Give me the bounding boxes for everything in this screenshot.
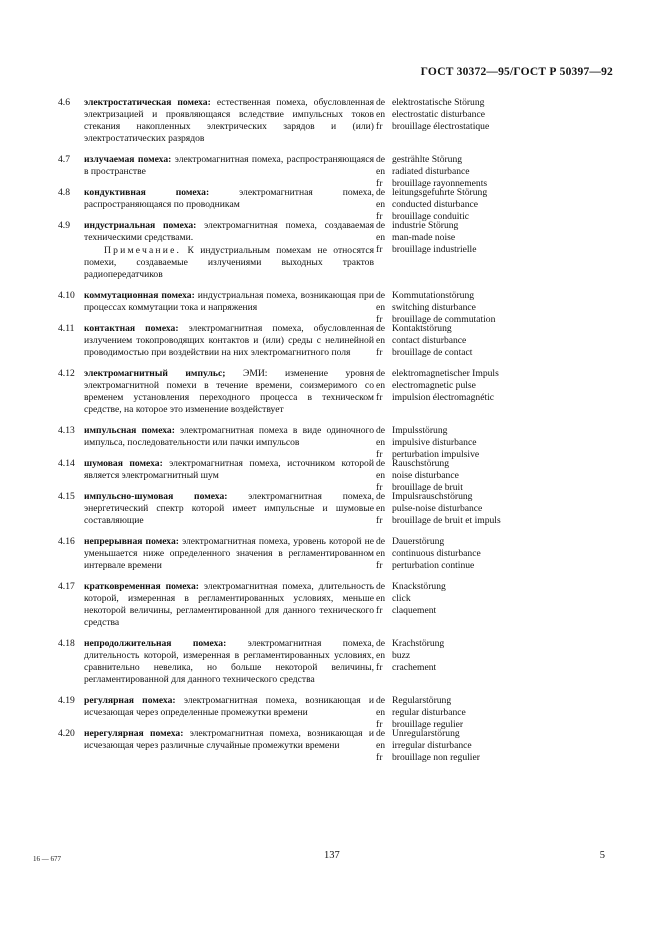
- lang-code: en: [376, 548, 386, 559]
- definition-text: электромагнитная помеха, распространяющаяся по проводникам: [84, 187, 374, 210]
- translations: [376, 290, 626, 326]
- lang-code: de: [376, 536, 386, 547]
- translation-fr: brouillage de commutation: [392, 314, 496, 325]
- lang-code: fr: [376, 482, 383, 493]
- term-number: 4.14: [58, 458, 75, 469]
- definition-text: электромагнитная помеха, длительность которой, измеренная в регламентированных условиях, меньше некоторой величины, регламентированной для данного технического средства: [84, 581, 374, 628]
- term-definition: [84, 491, 374, 527]
- lang-code: en: [376, 166, 386, 177]
- definition-text: индустриальная помеха, возникающая при процессах коммутации тока и напряжения: [84, 290, 374, 313]
- term-number: 4.15: [58, 491, 75, 502]
- term-number: 4.10: [58, 290, 75, 301]
- term-name: коммутационная помеха:: [84, 290, 195, 301]
- term-number: 4.18: [58, 638, 75, 649]
- term-name: электромагнитный импульс;: [84, 368, 226, 379]
- term-number: 4.16: [58, 536, 75, 547]
- translations: [376, 458, 626, 494]
- lang-code: en: [376, 593, 386, 604]
- translation-fr: brouillage non regulier: [392, 752, 480, 763]
- definition-text: электромагнитная помеха, обусловленная излучением токопроводящих контактов и (или) среды с нелинейной проводимостью при воздействии на них электромагнитного поля: [84, 323, 374, 358]
- translation-en: irregular disturbance: [392, 740, 472, 751]
- term-definition: [84, 97, 374, 145]
- translation-en: click: [392, 593, 411, 604]
- lang-code: en: [376, 470, 386, 481]
- term-number: 4.6: [58, 97, 70, 108]
- translations: [376, 220, 626, 256]
- term-entry: [58, 323, 618, 359]
- document-header: ГОСТ 30372—95/ГОСТ Р 50397—92: [420, 66, 613, 78]
- term-definition: [84, 187, 374, 211]
- definition-text: электромагнитная помеха, создаваемая техническими средствами.: [84, 220, 374, 243]
- translation-de: gestrählte Störung: [392, 154, 463, 165]
- term-number: 4.19: [58, 695, 75, 706]
- translation-de: leitungsgefuhrte Störung: [392, 187, 488, 198]
- definition-text: ЭМИ: изменение уровня электромагнитной помехи в течение времени, соизмеримого со временем установления переходного процесса в техническом средстве, на которое это изменение воздействует: [84, 368, 375, 415]
- term-name: индустриальная помеха:: [84, 220, 197, 231]
- term-name: контактная помеха:: [84, 323, 179, 334]
- definition-text: электромагнитная помеха, возникающая и исчезающая через различные случайные промежутки времени: [84, 728, 374, 751]
- lang-code: de: [376, 154, 386, 165]
- translation-de: Krachstörung: [392, 638, 445, 649]
- term-entry: [58, 187, 618, 222]
- translation-de: Rauschstörung: [392, 458, 450, 469]
- lang-code: de: [376, 220, 386, 231]
- note-text: К индустриальным помехам не относятся помехи, создаваемые излучениями выходных трактов радиопередатчиков: [84, 245, 374, 280]
- lang-code: de: [376, 728, 386, 739]
- term-definition: [84, 368, 374, 416]
- term-number: 4.12: [58, 368, 75, 379]
- term-definition: [84, 728, 374, 752]
- lang-code: en: [376, 335, 386, 346]
- term-name: шумовая помеха:: [84, 458, 163, 469]
- term-definition: [84, 458, 374, 482]
- translation-en: regular disturbance: [392, 707, 466, 718]
- term-name: непродолжительная помеха:: [84, 638, 227, 649]
- lang-code: en: [376, 437, 386, 448]
- term-name: импульсно-шумовая помеха:: [84, 491, 228, 502]
- lang-code: fr: [376, 178, 383, 189]
- lang-code: fr: [376, 449, 383, 460]
- definition-text: электромагнитная помеха в виде одиночного импульса, последовательности или пачки импульсов: [84, 425, 374, 448]
- print-code: 16 — 677: [33, 855, 61, 863]
- lang-code: de: [376, 368, 386, 379]
- term-name: непрерывная помеха:: [84, 536, 179, 547]
- translations: [376, 536, 626, 572]
- translation-fr: impulsion électromagnétic: [392, 392, 495, 403]
- lang-code: en: [376, 199, 386, 210]
- term-entry: [58, 458, 618, 493]
- translations: [376, 97, 626, 133]
- term-name: излучаемая помеха:: [84, 154, 172, 165]
- lang-code: fr: [376, 244, 383, 255]
- lang-code: fr: [376, 752, 383, 763]
- term-name: регулярная помеха:: [84, 695, 176, 706]
- lang-code: fr: [376, 719, 383, 730]
- translation-fr: perturbation impulsive: [392, 449, 480, 460]
- lang-code: fr: [376, 560, 383, 571]
- lang-code: fr: [376, 314, 383, 325]
- lang-code: en: [376, 707, 386, 718]
- term-number: 4.20: [58, 728, 75, 739]
- term-definition: [84, 638, 374, 686]
- lang-code: fr: [376, 347, 383, 358]
- term-name: импульсная помеха:: [84, 425, 175, 436]
- translation-en: switching disturbance: [392, 302, 476, 313]
- translations: [376, 581, 626, 617]
- term-entry: [58, 491, 618, 527]
- lang-code: en: [376, 740, 386, 751]
- lang-code: en: [376, 650, 386, 661]
- translation-de: Kommutationstörung: [392, 290, 475, 301]
- term-entry: [58, 220, 618, 281]
- term-definition: [84, 425, 374, 449]
- translation-en: conducted disturbance: [392, 199, 479, 210]
- translation-fr: brouillage rayonnements: [392, 178, 488, 189]
- lang-code: de: [376, 290, 386, 301]
- translation-en: radiated disturbance: [392, 166, 470, 177]
- translation-fr: perturbation continue: [392, 560, 475, 571]
- term-entry: [58, 154, 618, 189]
- translation-fr: brouillage de contact: [392, 347, 473, 358]
- translation-de: elektromagnetischer Impuls: [392, 368, 499, 379]
- term-definition: [84, 154, 374, 178]
- term-definition: [84, 536, 374, 572]
- translations: [376, 425, 626, 461]
- lang-code: fr: [376, 605, 383, 616]
- translation-en: continuous disturbance: [392, 548, 481, 559]
- translations: [376, 695, 626, 731]
- translation-fr: claquement: [392, 605, 437, 616]
- translations: [376, 728, 626, 764]
- translations: [376, 491, 626, 527]
- term-definition: [84, 323, 374, 359]
- term-number: 4.13: [58, 425, 75, 436]
- translation-en: pulse-noise disturbance: [392, 503, 483, 514]
- lang-code: fr: [376, 121, 383, 132]
- term-number: 4.8: [58, 187, 70, 198]
- term-entry: [58, 290, 618, 325]
- translation-de: Kontaktstörung: [392, 323, 452, 334]
- terms-list: [58, 97, 618, 761]
- term-definition: [84, 695, 374, 719]
- definition-text: электромагнитная помеха, возникающая и исчезающая через определенные промежутки времени: [84, 695, 374, 718]
- definition-text: электромагнитная помеха, энергетический спектр которой имеет импульсные и шумовые составляющие: [84, 491, 374, 526]
- lang-code: de: [376, 323, 386, 334]
- term-definition: [84, 290, 374, 314]
- translation-fr: brouillage regulier: [392, 719, 464, 730]
- lang-code: de: [376, 695, 386, 706]
- lang-code: en: [376, 109, 386, 120]
- translation-de: Dauerstörung: [392, 536, 445, 547]
- translation-fr: crachement: [392, 662, 437, 673]
- term-number: 4.11: [58, 323, 75, 334]
- translation-fr: brouillage de bruit et impuls: [392, 515, 501, 526]
- translations: [376, 323, 626, 359]
- lang-code: fr: [376, 662, 383, 673]
- term-entry: [58, 581, 618, 629]
- term-entry: [58, 425, 618, 460]
- lang-code: en: [376, 503, 386, 514]
- term-number: 4.17: [58, 581, 75, 592]
- definition-text: электромагнитная помеха, распространяющаяся в пространстве: [84, 154, 375, 177]
- translation-en: electromagnetic pulse: [392, 380, 476, 391]
- term-entry: [58, 638, 618, 686]
- note-label: Примечание.: [104, 245, 182, 256]
- translation-fr: brouillage conduitic: [392, 211, 469, 222]
- lang-code: en: [376, 302, 386, 313]
- term-number: 4.9: [58, 220, 70, 231]
- translation-de: Impulsstörung: [392, 425, 448, 436]
- translation-fr: brouillage électrostatique: [392, 121, 490, 132]
- definition-text: естественная помеха, обусловленная электризацией и проявляющаяся вследствие импульсных токов стекания накопленных электрических зарядов и (или) электростатических разрядов: [84, 97, 374, 144]
- lang-code: en: [376, 380, 386, 391]
- term-name: нерегулярная помеха:: [84, 728, 184, 739]
- lang-code: de: [376, 458, 386, 469]
- lang-code: de: [376, 187, 386, 198]
- term-entry: [58, 536, 618, 572]
- term-definition: [84, 581, 374, 629]
- translation-de: Knackstörung: [392, 581, 446, 592]
- definition-text: электромагнитная помеха, уровень которой не уменьшается ниже определенного значения в регламентированном интервале времени: [84, 536, 374, 571]
- translation-de: elektrostatische Störung: [392, 97, 485, 108]
- lang-code: de: [376, 581, 386, 592]
- term-entry: [58, 97, 618, 145]
- term-entry: [58, 728, 618, 763]
- translation-fr: brouillage industrielle: [392, 244, 477, 255]
- translations: [376, 368, 626, 404]
- lang-code: de: [376, 425, 386, 436]
- lang-code: de: [376, 491, 386, 502]
- lang-code: en: [376, 232, 386, 243]
- translation-en: man-made noise: [392, 232, 456, 243]
- term-definition: [84, 220, 374, 244]
- translation-de: industrie Störung: [392, 220, 459, 231]
- translation-de: Regularstörung: [392, 695, 452, 706]
- translation-en: buzz: [392, 650, 411, 661]
- lang-code: fr: [376, 211, 383, 222]
- term-name: кондуктивная помеха:: [84, 187, 210, 198]
- term-number: 4.7: [58, 154, 70, 165]
- translations: [376, 187, 626, 223]
- lang-code: de: [376, 97, 386, 108]
- sheet-number: 5: [599, 850, 605, 861]
- lang-code: fr: [376, 515, 383, 526]
- translation-de: Impulsrauschstörung: [392, 491, 473, 502]
- definition-text: электромагнитная помеха, источником которой является электромагнитный шум: [84, 458, 374, 481]
- term-name: электростатическая помеха:: [84, 97, 211, 108]
- translation-en: electrostatic disturbance: [392, 109, 485, 120]
- translation-en: impulsive disturbance: [392, 437, 477, 448]
- note: [84, 245, 374, 281]
- translations: [376, 154, 626, 190]
- term-entry: [58, 695, 618, 730]
- term-entry: [58, 368, 618, 416]
- translation-fr: brouillage de bruit: [392, 482, 463, 493]
- lang-code: fr: [376, 392, 383, 403]
- translations: [376, 638, 626, 674]
- translation-en: noise disturbance: [392, 470, 459, 481]
- term-name: кратковременная помеха:: [84, 581, 199, 592]
- lang-code: de: [376, 638, 386, 649]
- page-number: 137: [324, 850, 340, 861]
- translation-en: contact disturbance: [392, 335, 467, 346]
- translation-de: Unregularstörung: [392, 728, 460, 739]
- definition-text: электромагнитная помеха, длительность которой, измеренная в регламентированных условиях, сравнительно невелика, но больше некоторой величины, регламентированной для данного технического средства: [84, 638, 374, 685]
